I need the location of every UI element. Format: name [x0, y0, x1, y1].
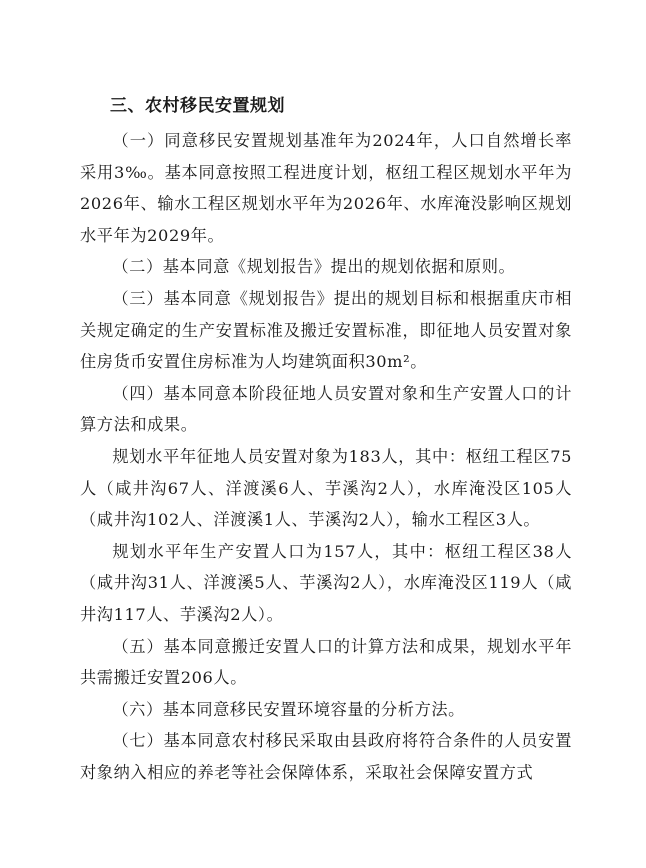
paragraph-9: （七）基本同意农村移民采取由县政府将符合条件的人员安置对象纳入相应的养老等社会保障体系，采取社会保障安置方式: [80, 731, 572, 782]
paragraph-6: 规划水平年生产安置人口为157人，其中：枢纽工程区38人（咸井沟31人、洋渡溪5人、芋溪沟2人），水库淹没区119人（咸井沟117人、芋溪沟2人）。: [80, 541, 572, 624]
paragraph-8: （六）基本同意移民安置环境容量的分析方法。: [112, 699, 465, 719]
paragraph-2: （二）基本同意《规划报告》提出的规划依据和原则。: [112, 257, 516, 277]
paragraph-3: （三）基本同意《规划报告》提出的规划目标和根据重庆市相关规定确定的生产安置标准及搬迁安置标准，即征地人员安置对象住房货币安置住房标准为人均建筑面积30m²。: [80, 288, 572, 372]
paragraph-4: （四）基本同意本阶段征地人员安置对象和生产安置人口的计算方法和成果。: [80, 383, 572, 435]
paragraph-1: （一）同意移民安置规划基准年为2024年，人口自然增长率采用3‰。基本同意按照工程进度计划，枢纽工程区规划水平年为2026年、输水工程区规划水平年为2026年、水库淹没影响区规划水平年为2029年。: [80, 131, 572, 245]
paragraph-5: 规划水平年征地人员安置对象为183人，其中：枢纽工程区75人（咸井沟67人、洋渡溪6人、芋溪沟2人），水库淹没区105人（咸井沟102人、洋渡溪1人、芋溪沟2人），输水工程区3人。: [80, 446, 572, 530]
section-heading: 三、农村移民安置规划: [110, 96, 285, 116]
paragraph-7: （五）基本同意搬迁安置人口的计算方法和成果，规划水平年共需搬迁安置206人。: [80, 636, 572, 688]
